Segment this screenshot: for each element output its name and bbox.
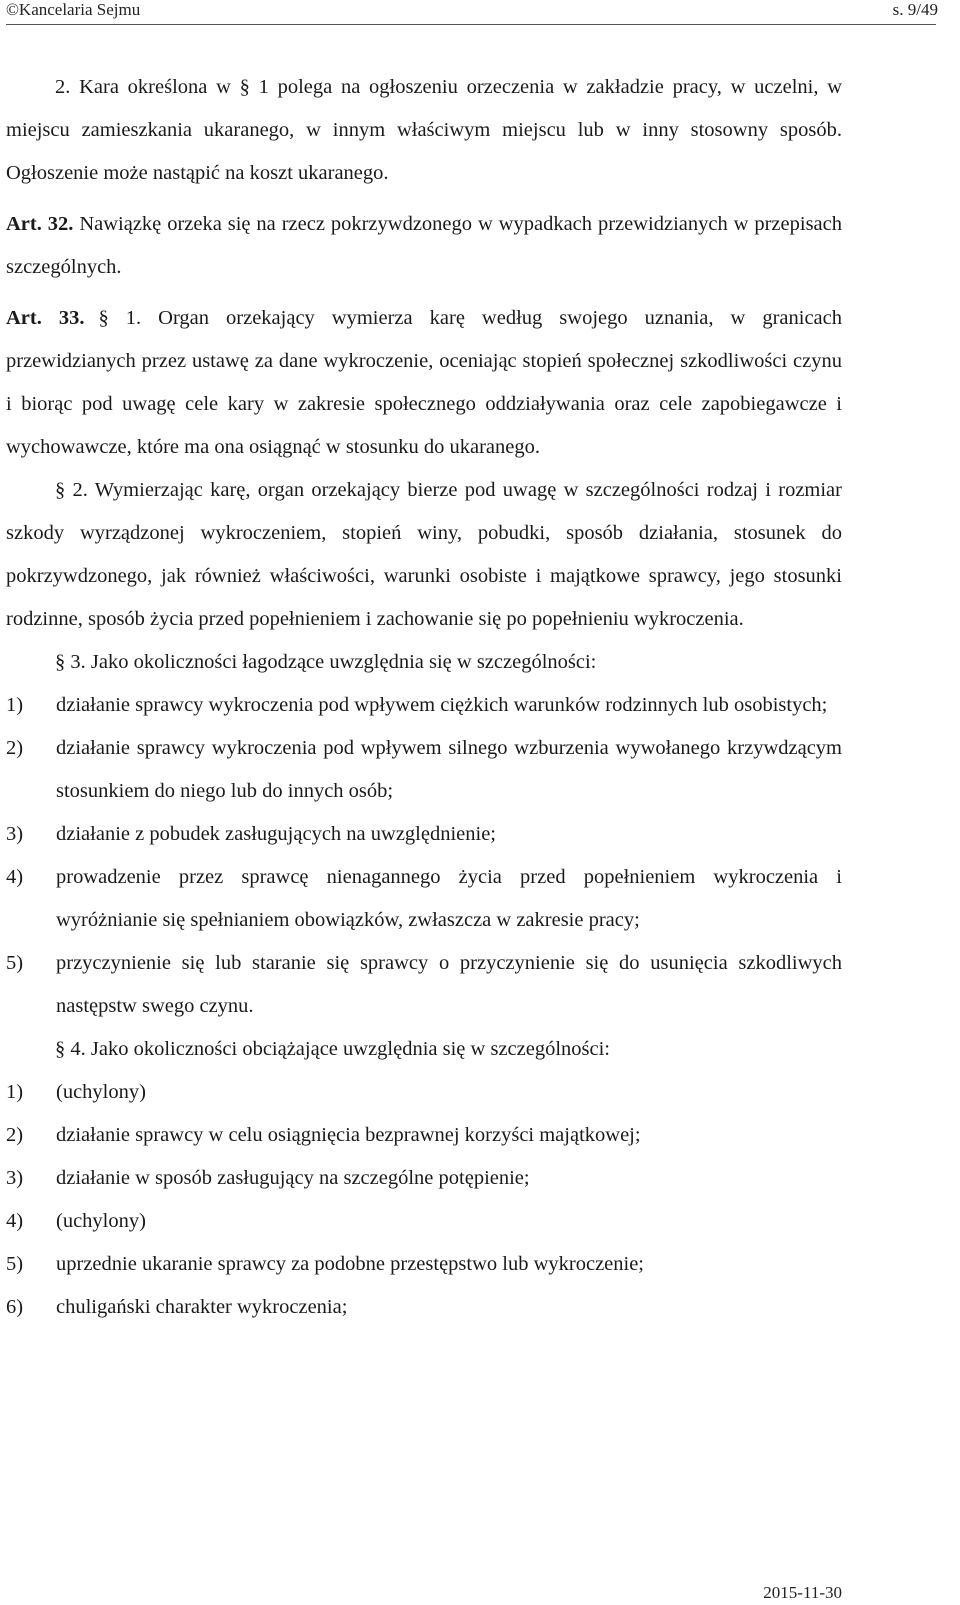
list-item-number: 5) [6, 952, 24, 974]
list-item [6, 1114, 842, 1157]
list-item [6, 684, 842, 727]
art33-para1-text: § 1. Organ orzekający wymierza karę według swojego uznania, w granicach przewidzianych przez ustawę za dane wykroczenie, oceniając stopień społecznej szkodliwości czynu i biorąc pod uwagę cele kary w zakresie społecznego oddziaływania oraz cele zapobiegawcze i wychowawcze, które ma ona osiągnąć w stosunku do ukaranego. [6, 307, 843, 458]
art32 [6, 203, 842, 289]
list-item-text: prowadzenie przez sprawcę nienagannego życia przed popełnieniem wykroczenia i wyróżnianie się spełnianiem obowiązków, zwłaszcza w zakresie pracy; [56, 866, 842, 931]
list-item-number: 2) [6, 737, 24, 759]
aggravating-list [6, 1071, 842, 1329]
list-item-text: działanie z pobudek zasługujących na uwzględnienie; [56, 823, 496, 845]
document-body [6, 66, 842, 1329]
art33-para4: § 4. Jako okoliczności obciążające uwzględnia się w szczególności: [55, 1038, 611, 1060]
list-item [6, 1157, 842, 1200]
list-item-number: 2) [6, 1124, 24, 1146]
art33-para2: § 2. Wymierzając karę, organ orzekający bierze pod uwagę w szczególności rodzaj i rozmiar szkody wyrządzonej wykroczeniem, stopień winy, pobudki, sposób działania, stosunek do pokrzywdzonego, jak również właściwości, warunki osobiste i majątkowe sprawcy, jego stosunki rodzinne, sposób życia przed popełnieniem i zachowanie się po popełnieniu wykroczenia. [6, 479, 842, 630]
list-item-text: działanie sprawcy wykroczenia pod wpływem silnego wzburzenia wywołanego krzywdzącym stosunkiem do niego lub do innych osób; [56, 737, 842, 802]
mitigating-list [6, 684, 842, 1028]
art32-label: Art. 32. [6, 213, 74, 235]
list-item-number: 6) [6, 1296, 24, 1318]
list-item-number: 1) [6, 694, 24, 716]
list-item-text: przyczynienie się lub staranie się sprawcy o przyczynienie się do usunięcia szkodliwych następstw swego czynu. [56, 952, 842, 1017]
art33-para3: § 3. Jako okoliczności łagodzące uwzględnia się w szczególności: [55, 651, 597, 673]
list-item-number: 4) [6, 866, 24, 888]
header-copyright: ©Kancelaria Sejmu [6, 0, 141, 19]
list-item-number: 3) [6, 823, 24, 845]
list-item [6, 1286, 842, 1329]
list-item-number: 4) [6, 1210, 24, 1232]
list-item [6, 1071, 842, 1114]
list-item-number: 3) [6, 1167, 24, 1189]
list-item-number: 1) [6, 1081, 24, 1103]
list-item-text: uprzednie ukaranie sprawcy za podobne przestępstwo lub wykroczenie; [56, 1253, 645, 1275]
page-number: s. 9/49 [892, 0, 938, 19]
art32-text: Nawiązkę orzeka się na rzecz pokrzywdzonego w wypadkach przewidzianych w przepisach szczególnych. [6, 213, 843, 278]
list-item-text: działanie sprawcy w celu osiągnięcia bezprawnej korzyści majątkowej; [56, 1124, 641, 1146]
list-item [6, 727, 842, 813]
art33-para1 [6, 297, 842, 469]
list-item-text: (uchylony) [56, 1081, 146, 1103]
header-divider [6, 24, 936, 25]
list-item [6, 1200, 842, 1243]
list-item [6, 1243, 842, 1286]
list-item-text: chuligański charakter wykroczenia; [56, 1296, 348, 1318]
list-item-text: działanie sprawcy wykroczenia pod wpływem ciężkich warunków rodzinnych lub osobistych; [56, 694, 828, 716]
list-item [6, 856, 842, 942]
list-item-text: (uchylony) [56, 1210, 146, 1232]
list-item [6, 942, 842, 1028]
footer-date: 2015-11-30 [763, 1583, 842, 1602]
list-item [6, 813, 842, 856]
art33-label: Art. 33. [6, 307, 85, 329]
art31-para2: 2. Kara określona w § 1 polega na ogłoszeniu orzeczenia w zakładzie pracy, w uczelni, w miejscu zamieszkania ukaranego, w innym właściwym miejscu lub w inny stosowny sposób. Ogłoszenie może nastąpić na koszt ukaranego. [6, 76, 842, 184]
list-item-number: 5) [6, 1253, 24, 1275]
list-item-text: działanie w sposób zasługujący na szczególne potępienie; [56, 1167, 530, 1189]
